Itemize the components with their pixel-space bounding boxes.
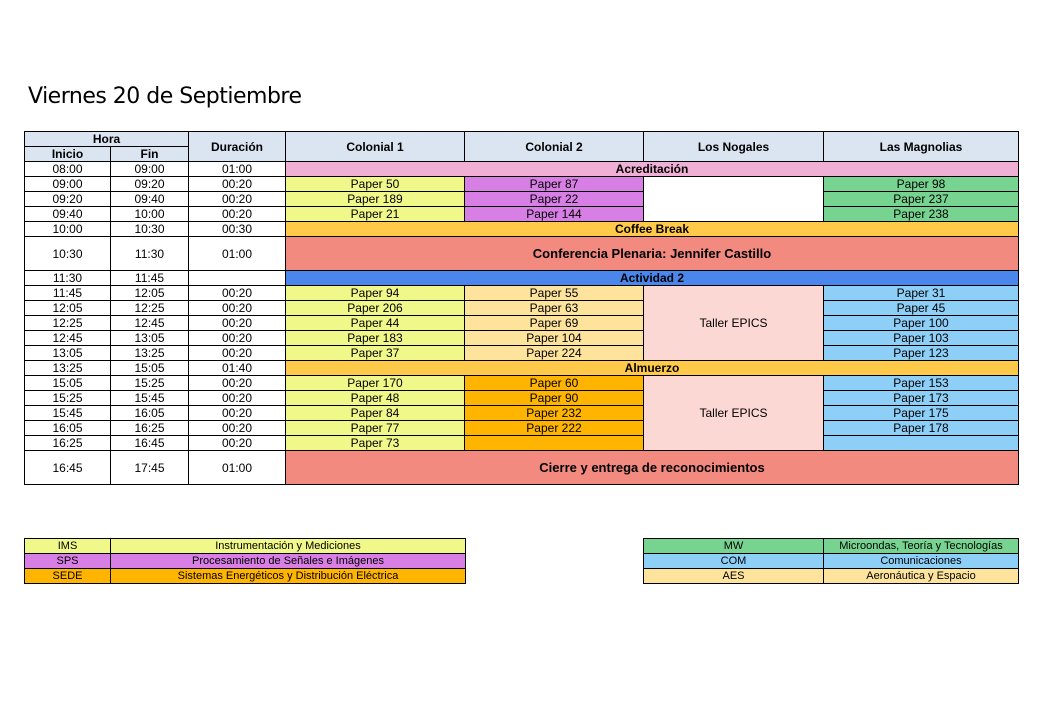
table-row bbox=[25, 301, 1019, 316]
table-row bbox=[25, 421, 1019, 436]
end-time: 15:45 bbox=[111, 391, 189, 406]
start-time: 12:05 bbox=[25, 301, 111, 316]
table-row bbox=[25, 406, 1019, 421]
legend-left bbox=[24, 538, 466, 584]
session-cell: Paper 98 bbox=[824, 177, 1019, 192]
schedule-table bbox=[24, 131, 1019, 485]
event-coffee-break: Coffee Break bbox=[286, 222, 1019, 237]
end-time: 09:20 bbox=[111, 177, 189, 192]
table-row bbox=[25, 177, 1019, 192]
table-row bbox=[25, 316, 1019, 331]
table-row bbox=[25, 222, 1019, 237]
empty-cell bbox=[644, 177, 824, 222]
table-row bbox=[25, 376, 1019, 391]
session-cell: Paper 94 bbox=[286, 286, 465, 301]
start-time: 10:30 bbox=[25, 237, 111, 271]
legend-name: Instrumentación y Mediciones bbox=[111, 539, 466, 554]
legend-name: Microondas, Teoría y Tecnologías bbox=[824, 539, 1019, 554]
event-actividad-2: Actividad 2 bbox=[286, 271, 1019, 286]
end-time: 15:25 bbox=[111, 376, 189, 391]
event-cierre: Cierre y entrega de reconocimientos bbox=[286, 451, 1019, 485]
start-time: 10:00 bbox=[25, 222, 111, 237]
table-row bbox=[25, 436, 1019, 451]
duration: 00:20 bbox=[189, 177, 286, 192]
event-acreditacion: Acreditación bbox=[286, 162, 1019, 177]
session-cell: Paper 69 bbox=[465, 316, 644, 331]
session-cell: Paper 144 bbox=[465, 207, 644, 222]
room-header-colonial-1: Colonial 1 bbox=[286, 132, 465, 162]
session-cell: Paper 73 bbox=[286, 436, 465, 451]
legend-name: Aeronáutica y Espacio bbox=[824, 569, 1019, 584]
legend-row bbox=[644, 554, 1019, 569]
duration: 01:00 bbox=[189, 162, 286, 177]
duration: 01:40 bbox=[189, 361, 286, 376]
event-conferencia-plenaria: Conferencia Plenaria: Jennifer Castillo bbox=[286, 237, 1019, 271]
start-time: 13:25 bbox=[25, 361, 111, 376]
start-time: 11:30 bbox=[25, 271, 111, 286]
session-cell: Paper 224 bbox=[465, 346, 644, 361]
duration: 00:20 bbox=[189, 406, 286, 421]
end-time: 16:45 bbox=[111, 436, 189, 451]
session-cell: Paper 170 bbox=[286, 376, 465, 391]
taller-epics-cell: Taller EPICS bbox=[644, 286, 824, 361]
session-cell: Paper 63 bbox=[465, 301, 644, 316]
start-time: 16:05 bbox=[25, 421, 111, 436]
session-cell: Paper 232 bbox=[465, 406, 644, 421]
session-cell: Paper 189 bbox=[286, 192, 465, 207]
table-row bbox=[25, 346, 1019, 361]
session-cell: Paper 222 bbox=[465, 421, 644, 436]
end-time: 10:00 bbox=[111, 207, 189, 222]
start-time: 15:45 bbox=[25, 406, 111, 421]
session-cell: Paper 104 bbox=[465, 331, 644, 346]
room-header-colonial-2: Colonial 2 bbox=[465, 132, 644, 162]
session-cell: Paper 175 bbox=[824, 406, 1019, 421]
session-cell: Paper 183 bbox=[286, 331, 465, 346]
table-row bbox=[25, 331, 1019, 346]
session-cell: Paper 45 bbox=[824, 301, 1019, 316]
legend-code: SPS bbox=[25, 554, 111, 569]
legend-name: Comunicaciones bbox=[824, 554, 1019, 569]
table-row bbox=[25, 162, 1019, 177]
session-cell: Paper 50 bbox=[286, 177, 465, 192]
session-cell: Paper 37 bbox=[286, 346, 465, 361]
session-cell: Paper 238 bbox=[824, 207, 1019, 222]
start-time: 13:05 bbox=[25, 346, 111, 361]
duration: 00:20 bbox=[189, 316, 286, 331]
start-time: 09:40 bbox=[25, 207, 111, 222]
inicio-header: Inicio bbox=[25, 147, 111, 162]
start-time: 15:05 bbox=[25, 376, 111, 391]
legend-row bbox=[644, 569, 1019, 584]
start-time: 16:45 bbox=[25, 451, 111, 485]
start-time: 16:25 bbox=[25, 436, 111, 451]
session-cell: Paper 153 bbox=[824, 376, 1019, 391]
session-cell: Paper 90 bbox=[465, 391, 644, 406]
session-cell: Paper 21 bbox=[286, 207, 465, 222]
duration: 00:20 bbox=[189, 207, 286, 222]
duration: 00:20 bbox=[189, 391, 286, 406]
end-time: 09:40 bbox=[111, 192, 189, 207]
table-row bbox=[25, 451, 1019, 485]
taller-epics-cell: Taller EPICS bbox=[644, 376, 824, 451]
duration: 00:30 bbox=[189, 222, 286, 237]
legend-row bbox=[25, 569, 466, 584]
start-time: 09:00 bbox=[25, 177, 111, 192]
legend-name: Procesamiento de Señales e Imágenes bbox=[111, 554, 466, 569]
session-cell: Paper 31 bbox=[824, 286, 1019, 301]
table-row bbox=[25, 192, 1019, 207]
legend-code: IMS bbox=[25, 539, 111, 554]
end-time: 11:30 bbox=[111, 237, 189, 271]
end-time: 17:45 bbox=[111, 451, 189, 485]
legend-row bbox=[25, 539, 466, 554]
duration bbox=[189, 271, 286, 286]
fin-header: Fin bbox=[111, 147, 189, 162]
legend-code: AES bbox=[644, 569, 824, 584]
session-cell: Paper 173 bbox=[824, 391, 1019, 406]
start-time: 08:00 bbox=[25, 162, 111, 177]
page-title: Viernes 20 de Septiembre bbox=[28, 84, 302, 109]
end-time: 11:45 bbox=[111, 271, 189, 286]
end-time: 16:25 bbox=[111, 421, 189, 436]
session-cell: Paper 178 bbox=[824, 421, 1019, 436]
session-cell: Paper 48 bbox=[286, 391, 465, 406]
session-cell: Paper 22 bbox=[465, 192, 644, 207]
session-cell: Paper 44 bbox=[286, 316, 465, 331]
end-time: 12:05 bbox=[111, 286, 189, 301]
room-header-los-nogales: Los Nogales bbox=[644, 132, 824, 162]
end-time: 12:45 bbox=[111, 316, 189, 331]
start-time: 15:25 bbox=[25, 391, 111, 406]
duration: 01:00 bbox=[189, 451, 286, 485]
duracion-header: Duración bbox=[189, 132, 286, 162]
legend-code: COM bbox=[644, 554, 824, 569]
end-time: 13:05 bbox=[111, 331, 189, 346]
session-cell bbox=[465, 436, 644, 451]
room-header-las-magnolias: Las Magnolias bbox=[824, 132, 1019, 162]
hora-header: Hora bbox=[25, 132, 189, 147]
session-cell: Paper 100 bbox=[824, 316, 1019, 331]
start-time: 12:45 bbox=[25, 331, 111, 346]
session-cell: Paper 55 bbox=[465, 286, 644, 301]
session-cell: Paper 84 bbox=[286, 406, 465, 421]
table-row bbox=[25, 237, 1019, 271]
legend-row bbox=[25, 554, 466, 569]
start-time: 11:45 bbox=[25, 286, 111, 301]
session-cell: Paper 123 bbox=[824, 346, 1019, 361]
session-cell: Paper 77 bbox=[286, 421, 465, 436]
end-time: 09:00 bbox=[111, 162, 189, 177]
end-time: 16:05 bbox=[111, 406, 189, 421]
table-row bbox=[25, 391, 1019, 406]
end-time: 10:30 bbox=[111, 222, 189, 237]
duration: 00:20 bbox=[189, 331, 286, 346]
event-almuerzo: Almuerzo bbox=[286, 361, 1019, 376]
session-cell: Paper 87 bbox=[465, 177, 644, 192]
duration: 00:20 bbox=[189, 376, 286, 391]
legend-name: Sistemas Energéticos y Distribución Eléctrica bbox=[111, 569, 466, 584]
end-time: 15:05 bbox=[111, 361, 189, 376]
session-cell bbox=[824, 436, 1019, 451]
start-time: 09:20 bbox=[25, 192, 111, 207]
legend-right bbox=[643, 538, 1019, 584]
session-cell: Paper 103 bbox=[824, 331, 1019, 346]
session-cell: Paper 60 bbox=[465, 376, 644, 391]
legend-row bbox=[644, 539, 1019, 554]
duration: 00:20 bbox=[189, 286, 286, 301]
legend-code: SEDE bbox=[25, 569, 111, 584]
duration: 00:20 bbox=[189, 436, 286, 451]
end-time: 13:25 bbox=[111, 346, 189, 361]
legend-code: MW bbox=[644, 539, 824, 554]
duration: 00:20 bbox=[189, 346, 286, 361]
duration: 00:20 bbox=[189, 421, 286, 436]
table-row bbox=[25, 286, 1019, 301]
duration: 01:00 bbox=[189, 237, 286, 271]
table-row bbox=[25, 361, 1019, 376]
end-time: 12:25 bbox=[111, 301, 189, 316]
duration: 00:20 bbox=[189, 301, 286, 316]
start-time: 12:25 bbox=[25, 316, 111, 331]
table-row bbox=[25, 271, 1019, 286]
duration: 00:20 bbox=[189, 192, 286, 207]
session-cell: Paper 237 bbox=[824, 192, 1019, 207]
session-cell: Paper 206 bbox=[286, 301, 465, 316]
table-row bbox=[25, 207, 1019, 222]
